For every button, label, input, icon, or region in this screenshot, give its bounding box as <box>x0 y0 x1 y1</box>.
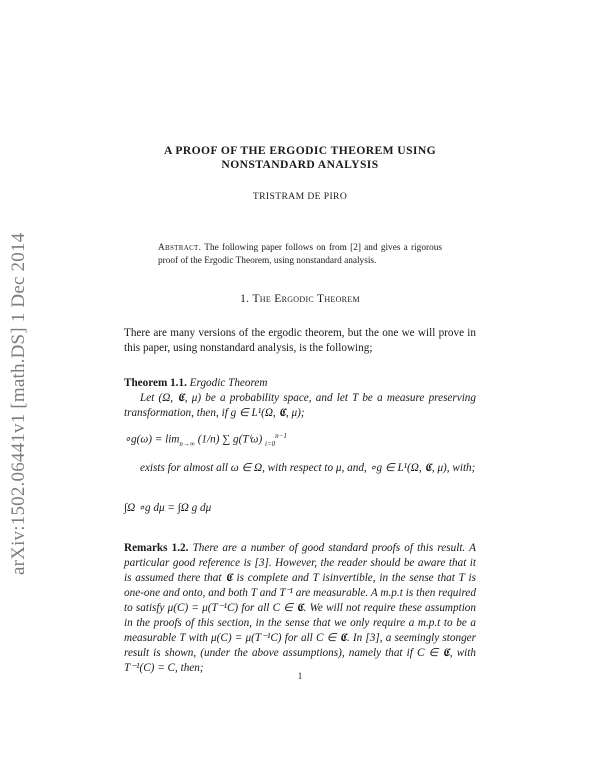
theorem-label: Theorem 1.1. <box>124 377 187 389</box>
section-heading <box>100 293 500 305</box>
formula1-sum-sub: i=0 <box>264 439 276 448</box>
theorem-hypothesis-text: Let (Ω, 𝕮, μ) be a probability space, and let T be a measure preserving transformation, then, if g ∈ L¹(Ω, 𝕮, μ); <box>124 392 476 419</box>
author-name: TRISTRAM DE PIRO <box>252 191 348 202</box>
formula1-lhs: ∘g(ω) = lim <box>124 433 180 446</box>
remark-paragraph <box>124 541 476 676</box>
theorem-conclusion-text: exists for almost all ω ∈ Ω, with respect to μ, and, ∘g ∈ L¹(Ω, 𝕮, μ), with; <box>140 462 476 474</box>
remark-label: Remarks 1.2. <box>124 542 189 554</box>
integral-equality-formula: ∫Ω ∘g dμ = ∫Ω g dμ <box>124 502 212 514</box>
title-line-2: NONSTANDARD ANALYSIS <box>221 158 379 171</box>
formula1-rhs: (1/n) ∑ g(Tⁱω) <box>197 433 263 446</box>
formula1-sub: n→∞ <box>179 439 195 448</box>
formula1-sum-sup: n−1 <box>275 432 287 440</box>
section-number: 1. <box>240 293 250 305</box>
arxiv-stamp: arXiv:1502.06441v1 [math.DS] 1 Dec 2014 <box>8 232 29 575</box>
abstract-text: The following paper follows on from [2] and gives a rigorous proof of the Ergodic Theorem, using nonstandard analysis. <box>158 243 442 266</box>
page-number: 1 <box>297 671 303 681</box>
theorem-name: Ergodic Theorem <box>189 377 268 389</box>
ergodic-limit-formula <box>124 432 287 448</box>
abstract-label: Abstract. <box>158 243 202 253</box>
title-line-1: A PROOF OF THE ERGODIC THEOREM USING <box>163 144 437 157</box>
intro-paragraph: There are many versions of the ergodic theorem, but the one we will prove in this paper, using nonstandard analysis, is the following; <box>124 327 476 354</box>
remark-text: There are a number of good standard proofs of this result. A particular good reference is [3]. However, the reader should be aware that it is assumed there that 𝕮 is complete and T isinvertible, in the sense that T is one-one and onto, and both T and T⁻¹ are measurable. A m.p.t is then required to satisfy μ(C) = μ(T⁻¹C) for all C ∈ 𝕮. We will not require these assumption in the proofs of this section, in the sense that we only require a m.p.t to be a measurable T with μ(C) = μ(T⁻¹C) for all C ∈ 𝕮. In [3], a seemingly stonger result is shown, (under the above assumptions), namely that if C ∈ 𝕮, with T⁻¹(C) = C, then; <box>124 542 477 674</box>
theorem-conclusion <box>124 461 476 476</box>
section-title: The Ergodic Theorem <box>252 293 360 305</box>
theorem-heading <box>124 377 267 389</box>
abstract <box>158 242 442 268</box>
paper-title <box>100 144 500 172</box>
theorem-hypothesis <box>124 391 476 421</box>
